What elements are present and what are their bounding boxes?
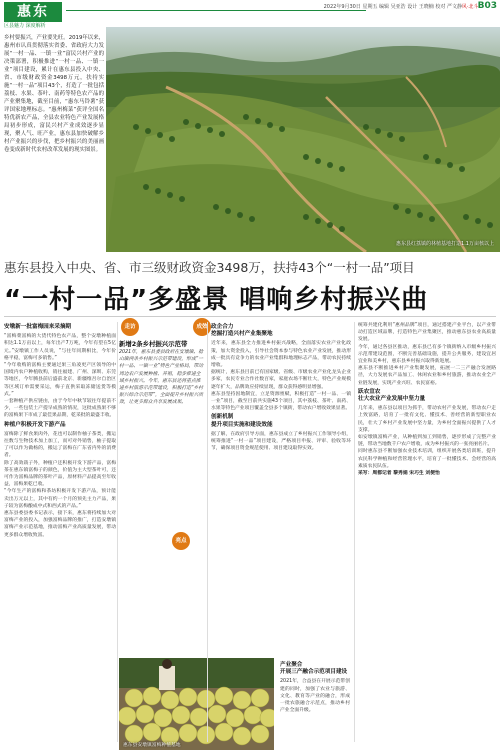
tag-visit: 走访 [121, 318, 139, 336]
article-column-1 [4, 322, 116, 539]
paragraph: “今年生产的富梅和茶坊积极开发下游产品，预计能卖出万元以上，其中有约一个月的预先主力产品，果子较为富梅酿成中式和西式的产品。” [4, 489, 116, 509]
section-heading: 种植户积极开发下游产品 [4, 421, 66, 428]
article-column-3 [211, 322, 351, 452]
section-heading: 产业聚合 开展三产融合示范项目建设 [280, 662, 348, 676]
highlight-body: 2021年，惠东县委县政府在安墩镇、稔山镇两条乡村振兴示范带建设，形成“一村一品、一镇一业”特色产业格局，带动周边农户发展种植、养殖，稳步推进全域乡村振兴。今年，惠东县还将重点推进乡村旅游示范带建设，积极打造“乡村振兴综合示范带”，全面提升乡村振兴质效，让更多群众共享发展成果。 [119, 350, 204, 406]
page-number: B03 [477, 1, 497, 11]
top-photo-caption: 惠东县红荔镇的林植基地打造1.1万亩核以上 [396, 241, 494, 247]
lead-paragraph: 乡村要振兴，产业要先旺。2019年以来，惠州市认真贯彻落实省委、省政府大力发展“一村一品、一镇一业”富民兴村产业的决策部署，积极推进“一村一品、一镇一业”项目建设，累计在惠东县投入中央、省、市级财政资金3498万元，扶持实施“一村一品”项目43个，打造了一批包括荔枝、水果、茶叶、南药等特色农产品的产业聚集地，截至目前，“惠东马铃薯”获评国家地理标志。“惠州梅菜”获评全国名特优新农产品，全县农业特色产业发展格局初步形成，富民兴村产业成效逐步显现，聚人气、旺产业，惠东县加快破解乡村产业振兴的步伐，把乡村振兴的美丽画卷变成新时代农村改革发展的现实图景。 [4, 35, 104, 153]
paragraph: 惠东县委县委书记表示，接下来，惠东将持续加大对富梅产业的投入，加强富梅品牌的推广，打造安墩镇富梅产业示范基地，推动富梅产业高质量发展，带动更多群众增收致富。 [4, 511, 116, 538]
paragraph: 如安墩镇富梅产业，从种植到加工到销售，逐步形成了完整产业链，带动当地数千户农户增收，成为乡村振兴的一张亮丽名片。 [358, 435, 496, 448]
page-header [0, 0, 500, 29]
header-tag: 风·北斗· [461, 4, 480, 10]
tag-results: 成效 [193, 318, 211, 336]
paragraph: 据了解，在政府引导方面，惠东县成立了乡村振兴工作领导小组，统筹推进“一村一品”项目建设，严格项目申报、评审、验收等环节，确保项目资金规范使用、项目建设取得实效。 [211, 431, 351, 452]
column-divider [207, 322, 208, 742]
paragraph: 据统计，惠东县目前已有国家级、省级、市级农业产业化龙头企业多家，农民专业合作社数百家，家庭农场不断壮大，特色产业规模逐年扩大，品牌效应持续显现，群众获得感明显增强。 [211, 370, 351, 390]
tag-highlights: 亮点 [172, 532, 190, 550]
headline-title: “一村一品”多盛景 唱响乡村振兴曲 [4, 285, 429, 315]
section-heading: 跃农宣农 壮大农业产业发展中坚力量 [358, 388, 426, 403]
bottom-photo-caption: 惠东县安墩镇富梅种植基地 [123, 743, 181, 748]
paragraph: 近年来，惠东县全力推进乡村振兴战略，全面落实农业产业化政策，加大资金投入，引导社会资本参与特色农业产业发展，推动形成一批具有竞争力的农业产业集群和地理标志产品，带动农民持续增收。 [211, 341, 351, 369]
pomelo-photo-art [119, 658, 274, 750]
column-divider [117, 322, 118, 742]
headline-subtitle: 惠东县投入中央、省、市三级财政资金3498万，扶持43个“一村一品”项目 [4, 260, 415, 275]
section-heading: 政企合力 挖掘打造兴村产业集聚地 [211, 324, 273, 338]
header-divider [66, 10, 366, 11]
orchard-photo-art [106, 27, 500, 252]
paragraph: “今年收购的富梅主要通过果三角凌更产区领导的中国境内农户种植收购，销往福建、广州、深圳、东莞等地区，今年腾县前后盛前北京、新疆维吾尔自治区等区域订单需要采运，梅子直供采取冻储送货等模式。” [4, 363, 116, 397]
paragraph: 除了高效栽子外，种植户还积极开发下游产品，富梅茶在惠东镇富梅子的颜色，价值为主大型茶叶可，还可作为富梅品牌的茶叶产品，原材料产品提高至年收益，富梅果乾已收。 [4, 460, 116, 488]
aerial-orchard-photo [106, 27, 500, 252]
section-subtitle: 区县魅力 深度解析 [4, 23, 46, 29]
paragraph: 今年，通过各县区推动，惠东县已有多个镇街纳入市级乡村振兴示范带建设范围，不断完善基础设施，提升公共服务，建设宜居宜业和美乡村，惠东县乡村振兴取得新进展。 [358, 344, 496, 365]
paragraph: 一套种植产供应链由，由于今年中秋节较往年提前不少，一些包装土产提早成熟的情况，这批成熟果不够的富梅果下市成了最佳果品期，乾采批的最盛丰收。 [4, 399, 116, 419]
paragraph: 统筹共建化利用“惠州品牌”项目，通过搭建产业平台，以产业带动打造区域品牌，打造特色产业集聚区，推动惠东县农业高质量发展。 [358, 323, 496, 343]
pomelo-photo [119, 658, 274, 750]
article-column-4 [358, 322, 496, 477]
column-divider [354, 322, 355, 742]
issue-meta: 2022年9月30日 星期五 编辑 吴亚浩 设计 王晓楠 校对 严文静 [323, 4, 462, 10]
paragraph: 惠东县坚持因地制宜，立足资源禀赋，积极打造“一村一品、一镇一业”项目，截至目前共实施43个项目，其中荔枝、茶叶、南药、水果等特色产业项目覆盖全县多个镇街，带动农户增收效果显著。 [211, 391, 351, 412]
headline-rule [4, 316, 496, 317]
byline: 采写：周都记者 黎秀娟 宋巧生 刘便怡 [358, 471, 440, 477]
article-column-3-bottom [280, 660, 350, 714]
highlight-box [119, 340, 205, 518]
section-heading: 安墩新一批富梅园来采摘期 [4, 324, 72, 330]
paragraph: 同时惠东县不断加强农业技术培训，组织开展各类培训班，提升农民科学种植和经营管理水平，培育了一批懂技术、会经营的高素质农民队伍。 [358, 449, 496, 469]
section-heading: 创新机制 提升项目实施和建设效能 [211, 414, 273, 428]
highlight-title: 新增2条乡村振兴示范带 [119, 340, 188, 348]
paragraph: 2021年，合益县在开展示范带创建的同时，加强了农业与旅游、文化、教育等产业的融合，形成一批农旅融合示范点，推动乡村产业全面升级。 [280, 679, 350, 714]
paragraph: 富梅除了鲜食果肉外，花也可以制作柚子茶类，搬运往数与生物技术加上加工，而可对外销售，柚子提取了可以作为做杨的，搬运了富梅在广东省内外的消费者。 [4, 431, 116, 459]
paragraph: “富梅菜富梅的大货代特色农产品，整个安墩种植面积达1.1万亩以上，每年出产7万吨，今年有望在5亿元。”安墩镇工作人员说，“与往年同期相比，今年价格平稳，富梅可多销售。” [4, 334, 116, 361]
paragraph: 几年来，惠东县以项目为抓手，带动农村产业发展，带动农户走上致富路，培育了一批有文化、懂技术、善经营的新型职业农民，壮大了乡村产业发展中坚力量，为乡村全面振兴提供了人才支撑。 [358, 406, 496, 433]
paragraph: 惠东县不断推进乡村产业集聚发展，拓展一二三产融合发展路径，大力发展农产品加工、休闲农业和乡村旅游，推动农业全产业链发展，实现产业兴旺、农民富裕。 [358, 366, 496, 386]
section-logo: 惠东 [4, 2, 62, 22]
